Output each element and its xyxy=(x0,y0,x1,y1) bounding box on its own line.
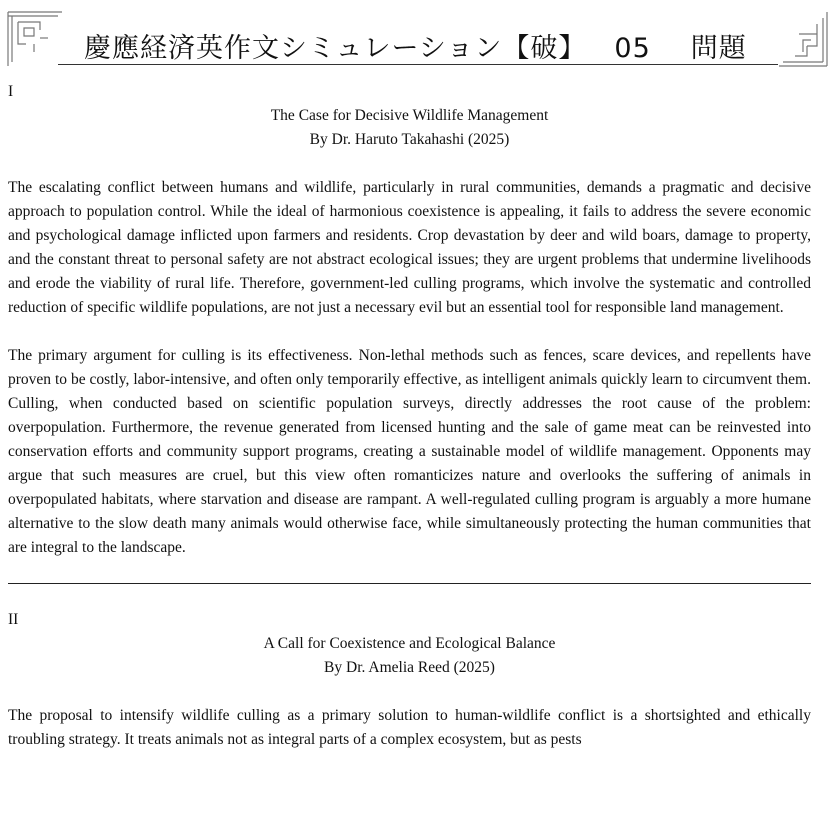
problem-label: 問題 xyxy=(690,33,747,64)
article-author: By Dr. Amelia Reed (2025) xyxy=(324,659,495,676)
corner-ornament-right xyxy=(777,10,829,68)
header-rule xyxy=(58,64,778,65)
article-author: By Dr. Haruto Takahashi (2025) xyxy=(309,131,510,148)
problem-number: 05 xyxy=(614,33,651,64)
article-title: The Case for Decisive Wildlife Management xyxy=(270,107,549,124)
article-title: A Call for Coexistence and Ecological Balance xyxy=(263,635,556,652)
article-paragraph: The proposal to intensify wildlife culling as a primary solution to human-wildlife conflict is a shortsighted and ethically troubling strategy. It treats animals not as integral parts of a complex ecosystem, but as pests xyxy=(8,707,811,748)
section-numeral: II xyxy=(8,611,19,628)
corner-ornament-left xyxy=(6,10,64,68)
article-two xyxy=(8,608,811,752)
article-one xyxy=(8,80,811,560)
article-paragraph: The escalating conflict between humans and wildlife, particularly in rural communities, demands a pragmatic and decisive approach to population control. While the ideal of harmonious coexistence is appealing, it fails to address the severe economic and psychological damage inflicted upon farmers and residents. Crop devastation by deer and wild boars, damage to property, and the constant threat to personal safety are not abstract ecological issues; they are urgent problems that undermine livelihoods and erode the viability of rural life. Therefore, government-led culling programs, which involve the systematic and controlled reduction of specific wildlife populations, are not just a necessary evil but an essential tool for responsible land management. xyxy=(8,179,811,316)
document-title xyxy=(84,26,747,65)
section-numeral: I xyxy=(8,83,14,100)
title-text: 慶應経済英作文シミュレーション【破】 xyxy=(84,33,587,64)
section-divider xyxy=(8,583,811,584)
article-paragraph: The primary argument for culling is its effectiveness. Non-lethal methods such as fences, scare devices, and repellents have proven to be costly, labor-intensive, and often only temporarily effective, as intelligent animals quickly learn to circumvent them. Culling, when conducted based on scientific population surveys, directly addresses the root cause of the problem: overpopulation. Furthermore, the revenue generated from licensed hunting and the sale of game meat can be reinvested into conservation efforts and community support programs, creating a sustainable model of wildlife management. Opponents may argue that such measures are cruel, but this view often romanticizes nature and overlooks the suffering of animals in overpopulated habitats, where starvation and disease are rampant. A well-regulated culling program is arguably a more humane alternative to the slow death many animals would otherwise face, while simultaneously protecting the human communities that are integral to the landscape. xyxy=(8,347,811,556)
document-body xyxy=(8,80,811,752)
page-header xyxy=(0,0,835,72)
